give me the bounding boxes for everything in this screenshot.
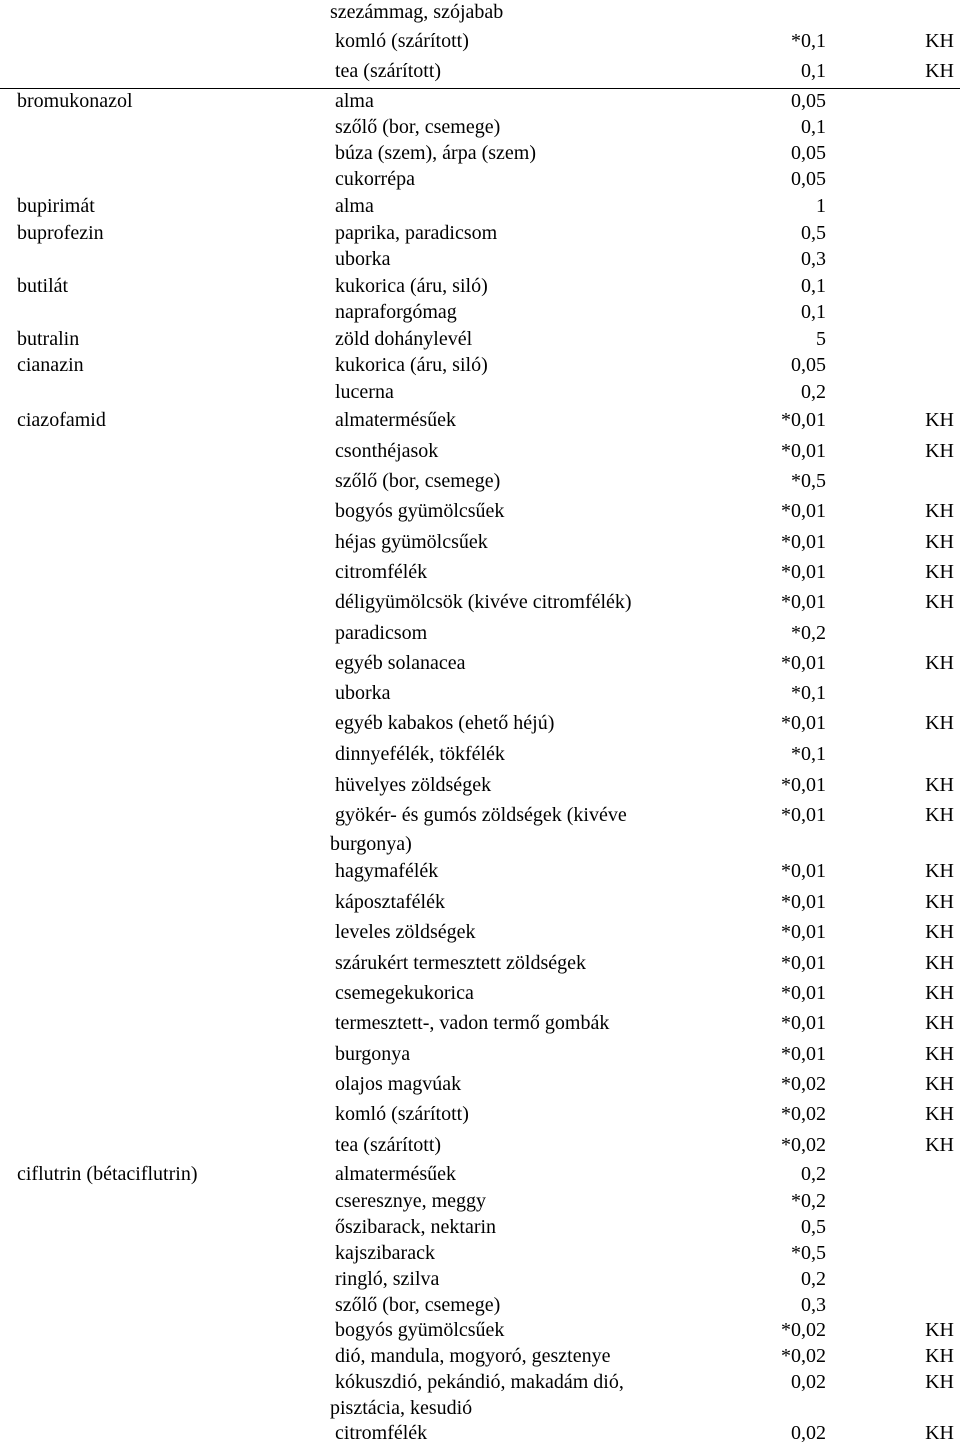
note-cell: KH xyxy=(925,1043,954,1065)
table-row xyxy=(0,166,960,192)
note-cell: KH xyxy=(925,591,954,613)
table-row xyxy=(0,650,960,676)
table-row xyxy=(0,326,960,352)
note-cell: KH xyxy=(925,952,954,974)
value-cell: *0,01 xyxy=(781,891,826,913)
note-cell: KH xyxy=(925,774,954,796)
table-row xyxy=(0,1101,960,1127)
note-cell: KH xyxy=(925,1345,954,1367)
table-row xyxy=(0,858,960,884)
value-cell: 0,2 xyxy=(801,1268,826,1290)
continuation-text: szezámmag, szójabab xyxy=(330,1,504,23)
table-row xyxy=(0,246,960,272)
table-row xyxy=(0,28,960,54)
note-cell: KH xyxy=(925,1012,954,1034)
value-cell: *0,01 xyxy=(781,409,826,431)
crop-cell: leveles zöldségek xyxy=(335,921,476,943)
value-cell: *0,01 xyxy=(781,591,826,613)
crop-cell: szőlő (bor, csemege) xyxy=(335,470,501,492)
note-cell: KH xyxy=(925,860,954,882)
note-cell: KH xyxy=(925,982,954,1004)
crop-cell: kókuszdió, pekándió, makadám dió, xyxy=(335,1371,624,1393)
table-row xyxy=(0,1420,960,1446)
value-cell: 0,1 xyxy=(801,275,826,297)
value-cell: 0,05 xyxy=(791,354,826,376)
note-cell: KH xyxy=(925,531,954,553)
table-row xyxy=(0,980,960,1006)
value-cell: *0,2 xyxy=(791,1190,826,1212)
note-cell: KH xyxy=(925,30,954,52)
value-cell: *0,1 xyxy=(791,743,826,765)
crop-cell: őszibarack, nektarin xyxy=(335,1216,497,1238)
table-row xyxy=(0,772,960,798)
crop-cell: kukorica (áru, siló) xyxy=(335,354,488,376)
crop-cell: bogyós gyümölcsűek xyxy=(335,500,505,522)
value-cell: 0,5 xyxy=(801,222,826,244)
active-substance-cell: ciflutrin (bétaciflutrin) xyxy=(17,1163,198,1185)
table-row xyxy=(0,58,960,84)
value-cell: 0,2 xyxy=(801,381,826,403)
crop-cell: almatermésűek xyxy=(335,1163,457,1185)
value-cell: 0,05 xyxy=(791,90,826,112)
table-row xyxy=(0,438,960,464)
note-cell: KH xyxy=(925,409,954,431)
note-cell: KH xyxy=(925,1073,954,1095)
value-cell: *0,02 xyxy=(781,1345,826,1367)
crop-cell: egyéb kabakos (ehető héjú) xyxy=(335,712,555,734)
crop-cell: csemegekukorica xyxy=(335,982,474,1004)
table-row xyxy=(0,889,960,915)
value-cell: 5 xyxy=(816,328,826,350)
table-row xyxy=(0,1132,960,1158)
note-cell: KH xyxy=(925,1422,954,1444)
value-cell: *0,01 xyxy=(781,440,826,462)
value-cell: *0,5 xyxy=(791,1242,826,1264)
value-cell: *0,01 xyxy=(781,804,826,826)
table-row xyxy=(0,193,960,219)
note-cell: KH xyxy=(925,1103,954,1125)
section-divider xyxy=(0,88,960,89)
active-substance-cell: buprofezin xyxy=(17,222,104,244)
active-substance-cell: bupirimát xyxy=(17,195,95,217)
crop-cell: termesztett-, vadon termő gombák xyxy=(335,1012,610,1034)
table-row xyxy=(0,1266,960,1292)
value-cell: 0,3 xyxy=(801,248,826,270)
crop-cell: lucerna xyxy=(335,381,394,403)
value-cell: 0,1 xyxy=(801,301,826,323)
value-cell: *0,1 xyxy=(791,30,826,52)
table-row xyxy=(0,680,960,706)
value-cell: 0,5 xyxy=(801,1216,826,1238)
crop-cell: kukorica (áru, siló) xyxy=(335,275,488,297)
table-row xyxy=(0,498,960,524)
value-cell: *0,2 xyxy=(791,622,826,644)
note-cell: KH xyxy=(925,60,954,82)
crop-cell: tea (szárított) xyxy=(335,1134,442,1156)
table-row xyxy=(0,919,960,945)
crop-cell: uborka xyxy=(335,682,391,704)
table-row xyxy=(0,589,960,615)
table-row xyxy=(0,620,960,646)
crop-cell: komló (szárított) xyxy=(335,30,469,52)
value-cell: 1 xyxy=(816,195,826,217)
value-cell: 0,3 xyxy=(801,1294,826,1316)
note-cell: KH xyxy=(925,440,954,462)
value-cell: *0,01 xyxy=(781,652,826,674)
crop-cell: citromfélék xyxy=(335,1422,428,1444)
value-cell: *0,02 xyxy=(781,1073,826,1095)
table-row xyxy=(0,529,960,555)
value-cell: 0,1 xyxy=(801,60,826,82)
value-cell: *0,01 xyxy=(781,1043,826,1065)
continuation-text: burgonya) xyxy=(330,833,412,855)
crop-cell: szárukért termesztett zöldségek xyxy=(335,952,586,974)
table-row xyxy=(0,1188,960,1214)
note-cell: KH xyxy=(925,891,954,913)
crop-cell: hüvelyes zöldségek xyxy=(335,774,492,796)
table-row xyxy=(0,1041,960,1067)
crop-cell: burgonya xyxy=(335,1043,411,1065)
value-cell: *0,01 xyxy=(781,712,826,734)
value-cell: *0,1 xyxy=(791,682,826,704)
note-cell: KH xyxy=(925,804,954,826)
note-cell: KH xyxy=(925,1134,954,1156)
value-cell: 0,02 xyxy=(791,1371,826,1393)
value-cell: *0,01 xyxy=(781,860,826,882)
table-row xyxy=(0,352,960,378)
value-cell: *0,01 xyxy=(781,921,826,943)
active-substance-cell: butralin xyxy=(17,328,80,350)
table-row xyxy=(0,379,960,405)
value-cell: 0,05 xyxy=(791,168,826,190)
value-cell: *0,01 xyxy=(781,500,826,522)
crop-cell: citromfélék xyxy=(335,561,428,583)
note-cell: KH xyxy=(925,921,954,943)
table-row xyxy=(0,559,960,585)
note-cell: KH xyxy=(925,561,954,583)
table-row xyxy=(0,1161,960,1187)
value-cell: 0,1 xyxy=(801,116,826,138)
value-cell: *0,01 xyxy=(781,561,826,583)
table-row xyxy=(0,1214,960,1240)
table-row xyxy=(0,741,960,767)
value-cell: 0,2 xyxy=(801,1163,826,1185)
crop-cell: alma xyxy=(335,90,374,112)
crop-cell: hagymafélék xyxy=(335,860,439,882)
crop-cell: cseresznye, meggy xyxy=(335,1190,487,1212)
table-row xyxy=(0,299,960,325)
crop-cell: olajos magvúak xyxy=(335,1073,462,1095)
crop-cell: búza (szem), árpa (szem) xyxy=(335,142,536,164)
value-cell: *0,01 xyxy=(781,1012,826,1034)
value-cell: *0,5 xyxy=(791,470,826,492)
value-cell: *0,01 xyxy=(781,982,826,1004)
note-cell: KH xyxy=(925,500,954,522)
table-row xyxy=(0,220,960,246)
continuation-text: pisztácia, kesudió xyxy=(330,1397,473,1419)
active-substance-cell: ciazofamid xyxy=(17,409,106,431)
table-row xyxy=(0,802,960,828)
crop-cell: paprika, paradicsom xyxy=(335,222,498,244)
crop-cell: szőlő (bor, csemege) xyxy=(335,1294,501,1316)
note-cell: KH xyxy=(925,1319,954,1341)
note-cell: KH xyxy=(925,1371,954,1393)
table-row xyxy=(0,950,960,976)
value-cell: *0,02 xyxy=(781,1134,826,1156)
value-cell: *0,02 xyxy=(781,1103,826,1125)
table-row xyxy=(0,468,960,494)
active-substance-cell: bromukonazol xyxy=(17,90,133,112)
crop-cell: zöld dohánylevél xyxy=(335,328,473,350)
table-row xyxy=(0,1010,960,1036)
value-cell: *0,01 xyxy=(781,952,826,974)
crop-cell: ringló, szilva xyxy=(335,1268,440,1290)
crop-cell: szőlő (bor, csemege) xyxy=(335,116,501,138)
crop-cell: alma xyxy=(335,195,374,217)
crop-cell: komló (szárított) xyxy=(335,1103,469,1125)
table-row xyxy=(0,273,960,299)
crop-cell: dió, mandula, mogyoró, gesztenye xyxy=(335,1345,611,1367)
table-row xyxy=(0,407,960,433)
active-substance-cell: cianazin xyxy=(17,354,84,376)
crop-cell: dinnyefélék, tökfélék xyxy=(335,743,505,765)
table-row xyxy=(0,710,960,736)
table-row xyxy=(0,1369,960,1395)
table-row xyxy=(0,1240,960,1266)
crop-cell: déligyümölcsök (kivéve citromfélék) xyxy=(335,591,632,613)
crop-cell: almatermésűek xyxy=(335,409,457,431)
table-row xyxy=(0,114,960,140)
value-cell: 0,05 xyxy=(791,142,826,164)
crop-cell: gyökér- és gumós zöldségek (kivéve xyxy=(335,804,627,826)
crop-cell: cukorrépa xyxy=(335,168,415,190)
crop-cell: uborka xyxy=(335,248,391,270)
table-row xyxy=(0,1292,960,1318)
table-row xyxy=(0,140,960,166)
table-row xyxy=(0,1343,960,1369)
crop-cell: paradicsom xyxy=(335,622,428,644)
note-cell: KH xyxy=(925,712,954,734)
value-cell: *0,01 xyxy=(781,774,826,796)
crop-cell: tea (szárított) xyxy=(335,60,442,82)
value-cell: 0,02 xyxy=(791,1422,826,1444)
crop-cell: káposztafélék xyxy=(335,891,445,913)
note-cell: KH xyxy=(925,652,954,674)
value-cell: *0,02 xyxy=(781,1319,826,1341)
crop-cell: kajszibarack xyxy=(335,1242,435,1264)
crop-cell: bogyós gyümölcsűek xyxy=(335,1319,505,1341)
active-substance-cell: butilát xyxy=(17,275,69,297)
crop-cell: csonthéjasok xyxy=(335,440,439,462)
table-row xyxy=(0,1071,960,1097)
table-row xyxy=(0,1317,960,1343)
crop-cell: egyéb solanacea xyxy=(335,652,466,674)
table-row xyxy=(0,88,960,114)
crop-cell: héjas gyümölcsűek xyxy=(335,531,488,553)
crop-cell: napraforgómag xyxy=(335,301,457,323)
value-cell: *0,01 xyxy=(781,531,826,553)
